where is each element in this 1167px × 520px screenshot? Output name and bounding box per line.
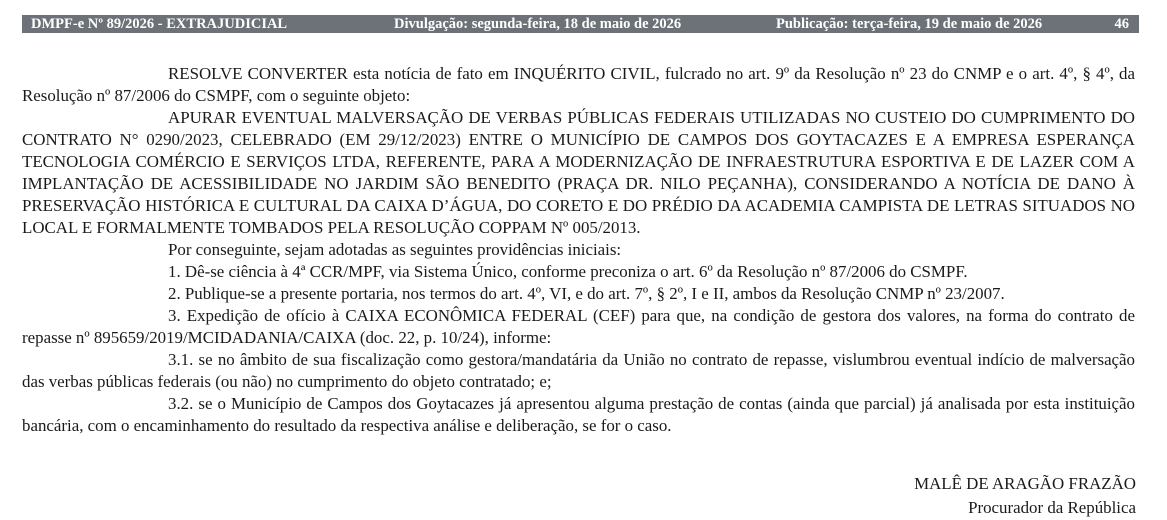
paragraph-item-3-1: 3.1. se no âmbito de sua fiscalização como gestora/mandatária da União no contrato de repasse, vislumbrou eventual indício de malversação das verbas públicas federais (ou não) no cumprimento do objeto contratado; e; [22, 350, 1135, 391]
paragraph-object: APURAR EVENTUAL MALVERSAÇÃO DE VERBAS PÚBLICAS FEDERAIS UTILIZADAS NO CUSTEIO DO CUMPRIMENTO DO CONTRATO N° 0290/2023, CELEBRADO (EM 29/12/2023) ENTRE O MUNICÍPIO DE CAMPOS DOS GOYTACAZES E A EMPRESA ESPERANÇA TECNOLOGIA COMÉRCIO E SERVIÇOS LTDA, REFERENTE, PARA A MODERNIZAÇÃO DE INFRAESTRUTURA ESPORTIVA E DE LAZER COM A IMPLANTAÇÃO DE ACESSIBILIDADE NO JARDIM SÃO BENEDITO (PRAÇA DR. NILO PEÇANHA), CONSIDERANDO A NOTÍCIA DE DANO À PRESERVAÇÃO HISTÓRICA E CULTURAL DA CAIXA D’ÁGUA, DO CORETO E DO PRÉDIO DA ACADEMIA CAMPISTA DE LETRAS SITUADOS NO LOCAL E FORMALMENTE TOMBADOS PELA RESOLUÇÃO COPPAM Nº 005/2013. [22, 108, 1135, 237]
paragraph-item-3-2: 3.2. se o Município de Campos dos Goytacazes já apresentou alguma prestação de contas (ainda que parcial) já analisada por esta instituição bancária, com o encaminhamento do resultado da respectiva análise e deliberação, se for o caso. [22, 394, 1135, 435]
paragraph-item-2: 2. Publique-se a presente portaria, nos termos do art. 4º, VI, e do art. 7º, § 2º, I e II, ambos da Resolução CNMP nº 23/2007. [168, 284, 1005, 303]
document-body [22, 63, 1135, 437]
disclosure-date: Divulgação: segunda-feira, 18 de maio de 2026 [394, 16, 682, 32]
paragraph-resolve: RESOLVE CONVERTER esta notícia de fato em INQUÉRITO CIVIL, fulcrado no art. 9º da Resolução nº 23 do CNMP e o art. 4º, § 4º, da Resolução nº 87/2006 do CSMPF, com o seguinte objeto: [22, 64, 1135, 105]
page-header [22, 15, 1139, 33]
edition-label: DMPF-e Nº 89/2026 - EXTRAJUDICIAL [31, 16, 288, 32]
paragraph-item-1: 1. Dê-se ciência à 4ª CCR/MPF, via Sistema Único, conforme preconiza o art. 6º da Resolução nº 87/2006 do CSMPF. [168, 262, 968, 281]
signer-title: Procurador da República [968, 498, 1136, 517]
paragraph-measures-intro: Por conseguinte, sejam adotadas as seguintes providências iniciais: [168, 240, 622, 259]
signer-name: MALÊ DE ARAGÃO FRAZÃO [914, 474, 1136, 493]
publication-date: Publicação: terça-feira, 19 de maio de 2026 [776, 16, 1043, 32]
page-number: 46 [1114, 16, 1129, 32]
paragraph-item-3: 3. Expedição de ofício à CAIXA ECONÔMICA FEDERAL (CEF) para que, na condição de gestora dos valores, na forma do contrato de repasse nº 895659/2019/MCIDADANIA/CAIXA (doc. 22, p. 10/24), informe: [22, 306, 1135, 347]
signature-block [914, 472, 1136, 520]
